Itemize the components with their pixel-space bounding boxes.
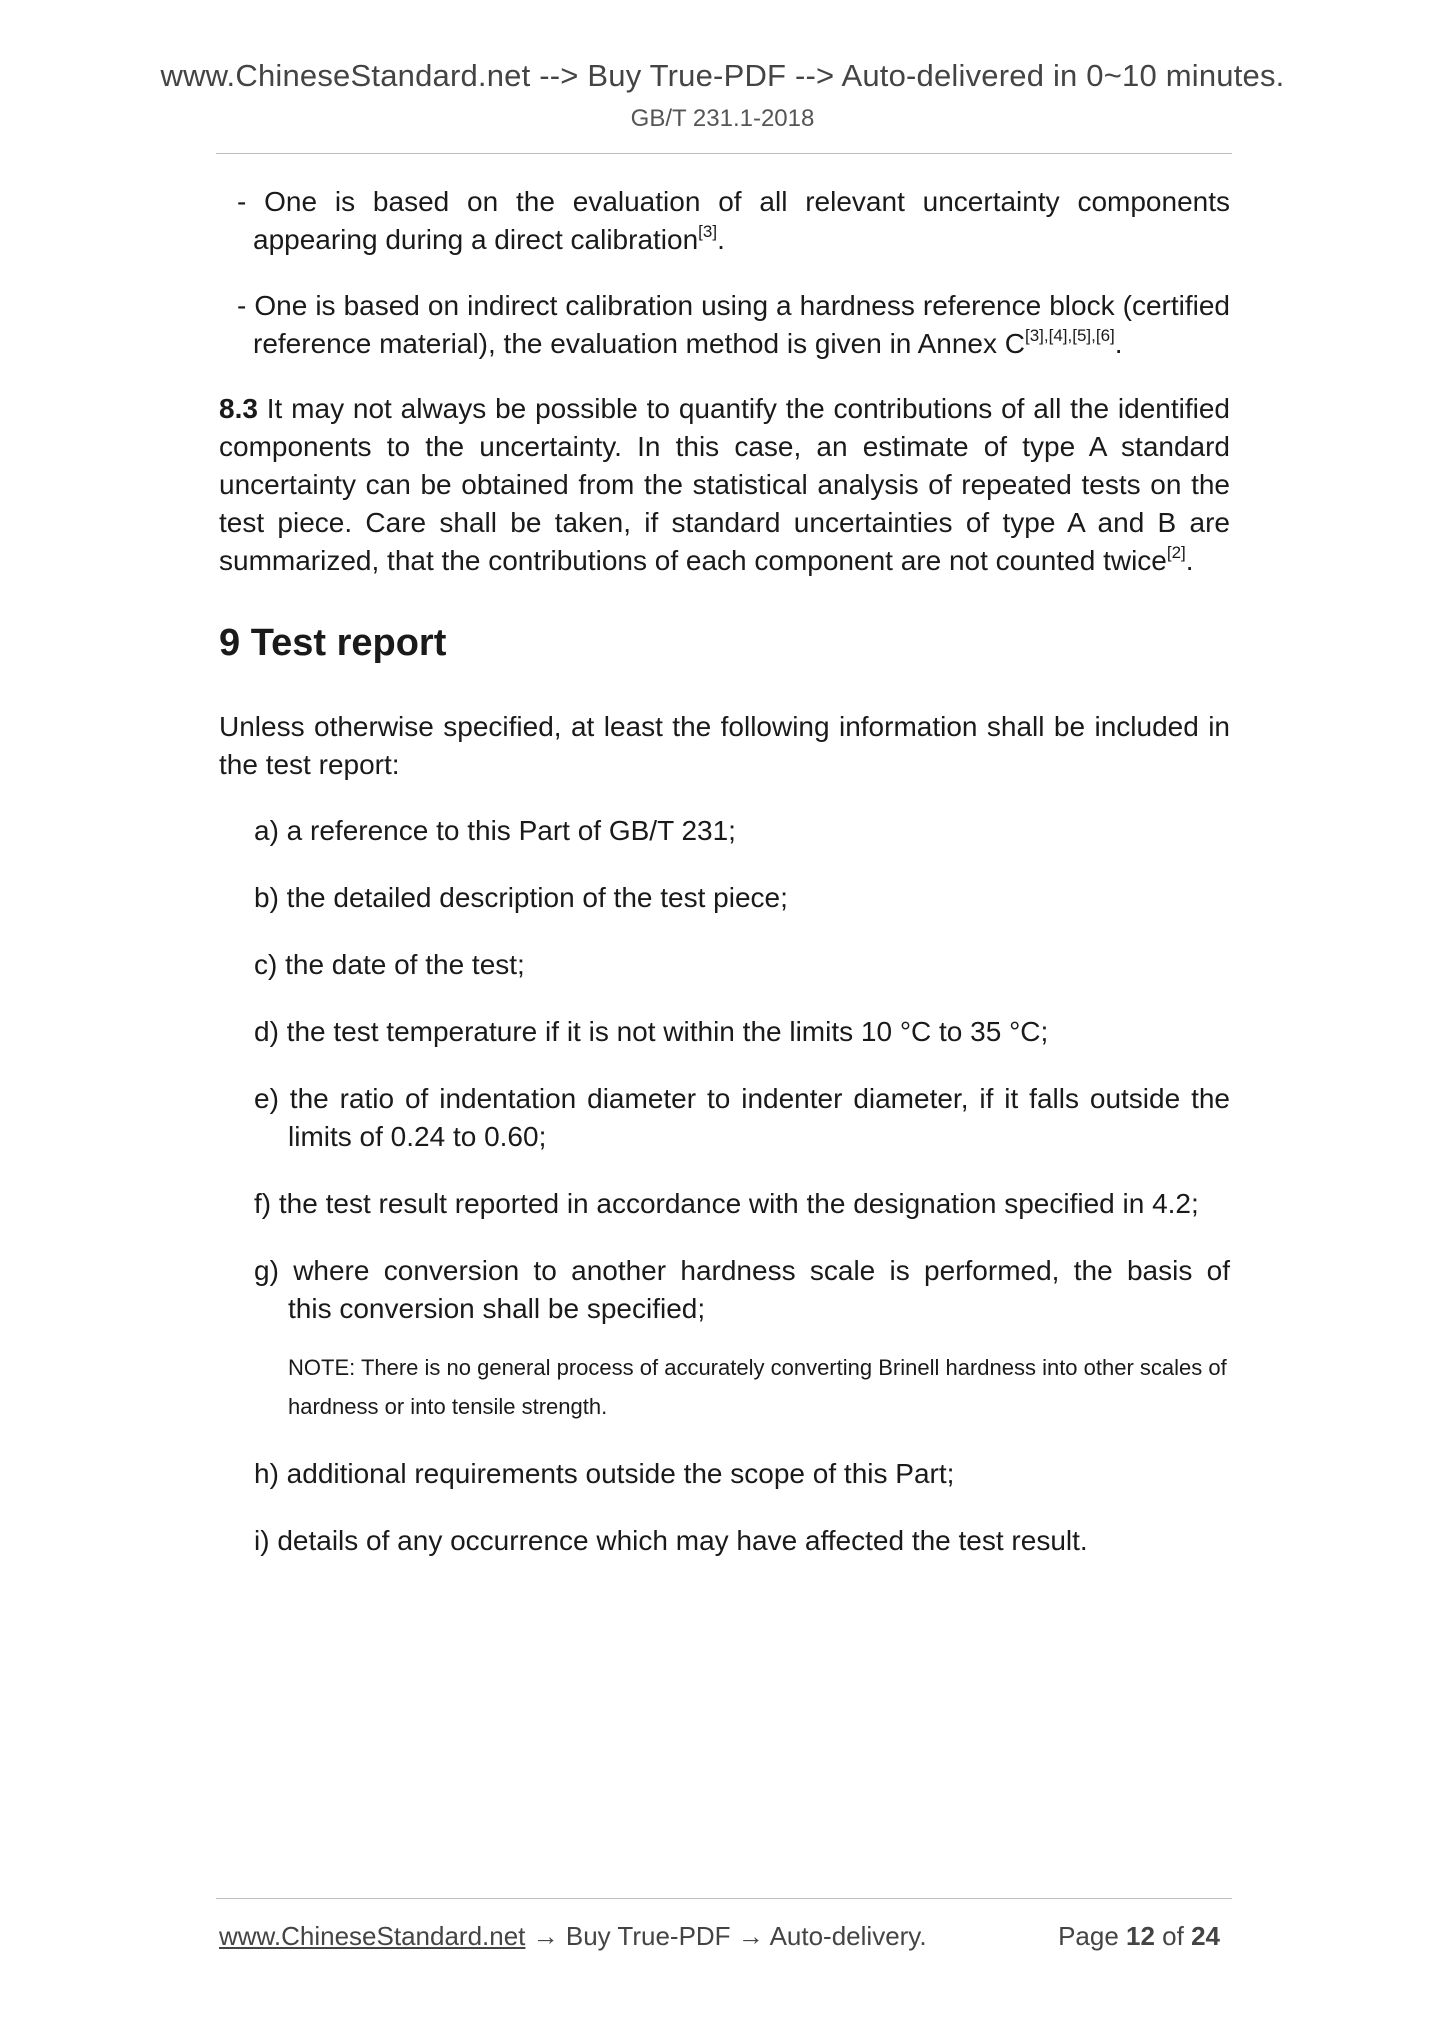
bullet-text: - One is based on indirect calibration using a hardness reference block (certified reference material), the evaluation method is given in Annex C xyxy=(237,290,1230,359)
test-report-list xyxy=(219,812,1230,1560)
list-item-g-line-1: g) where conversion to another hardness scale is performed, the basis of xyxy=(254,1255,1230,1286)
clause-number: 8.3 xyxy=(219,393,258,424)
page-total: 24 xyxy=(1191,1921,1220,1951)
list-item-c: c) the date of the test; xyxy=(254,949,525,980)
footer-divider xyxy=(216,1898,1232,1899)
page-current: 12 xyxy=(1126,1921,1155,1951)
page-number xyxy=(1058,1921,1220,1952)
header-banner: www.ChineseStandard.net --> Buy True-PDF --> Auto-delivered in 0~10 minutes. xyxy=(160,58,1285,93)
list-item-e-line-1: e) the ratio of indentation diameter to indenter diameter, if it falls outside the xyxy=(254,1083,1230,1114)
bullet-punctuation: . xyxy=(1114,328,1123,359)
bullet-direct-calibration xyxy=(237,183,1230,259)
clause-punctuation: . xyxy=(1185,545,1194,576)
bullet-punctuation: . xyxy=(717,224,725,255)
reference-marker[interactable]: [3] xyxy=(698,222,718,241)
list-item-g-line-2: this conversion shall be specified; xyxy=(288,1293,706,1324)
page-content xyxy=(219,183,1230,1560)
footer-link[interactable]: www.ChineseStandard.net xyxy=(219,1921,526,1951)
list-item-h: h) additional requirements outside the scope of this Part; xyxy=(254,1458,955,1489)
reference-marker[interactable]: [2] xyxy=(1166,543,1186,562)
bullet-indirect-calibration xyxy=(237,287,1230,363)
list-item-g xyxy=(254,1252,1230,1328)
document-id: GB/T 231.1-2018 xyxy=(630,105,815,132)
clause-8-3 xyxy=(219,390,1230,580)
list-item-b: b) the detailed description of the test piece; xyxy=(254,882,788,913)
list-item-f: f) the test result reported in accordance with the designation specified in 4.2; xyxy=(254,1188,1199,1219)
list-item-e xyxy=(254,1080,1230,1156)
list-item-a: a) a reference to this Part of GB/T 231; xyxy=(254,815,736,846)
footer-tagline xyxy=(219,1921,927,1952)
section-heading-test-report: 9 Test report xyxy=(219,622,447,664)
list-item-i: i) details of any occurrence which may have affected the test result. xyxy=(254,1525,1088,1556)
list-item-d: d) the test temperature if it is not within the limits 10 °C to 35 °C; xyxy=(254,1016,1049,1047)
section-intro: Unless otherwise specified, at least the following information shall be included in the test report: xyxy=(219,711,1230,780)
header-divider xyxy=(216,153,1232,154)
list-item-e-line-2: limits of 0.24 to 0.60; xyxy=(288,1121,547,1152)
bullet-text: - One is based on the evaluation of all relevant uncertainty components appearing during a direct calibration xyxy=(237,186,1230,255)
reference-marker[interactable]: [3],[4],[5],[6] xyxy=(1024,326,1115,345)
clause-text: It may not always be possible to quantify the contributions of all the identified components to the uncertainty. In this case, an estimate of type A standard uncertainty can be obtained from the statistical analysis of repeated tests on the test piece. Care shall be taken, if standard uncertainties of type A and B are summarized, that the contributions of each component are not counted twice xyxy=(219,393,1230,576)
footer-tagline-text: → Buy True-PDF → Auto-delivery. xyxy=(525,1921,927,1951)
page-of-label: of xyxy=(1154,1921,1192,1951)
page-label: Page xyxy=(1058,1921,1127,1951)
note-brinell-conversion: NOTE: There is no general process of accurately converting Brinell hardness into other scales of hardness or into tensile strength. xyxy=(288,1355,1227,1419)
